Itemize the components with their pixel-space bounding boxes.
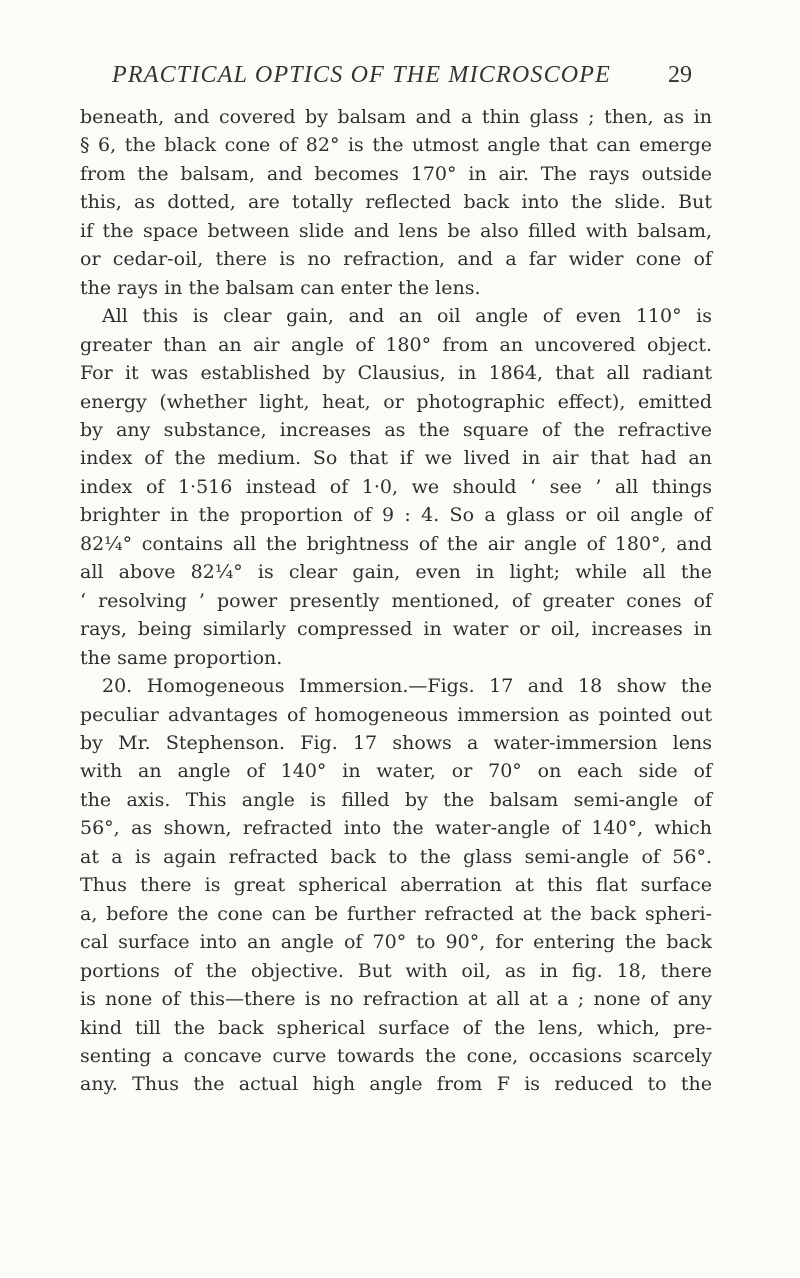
text-line: index of 1·516 instead of 1·0, we should ‘ see ’ all things [80,475,712,498]
text-line: is none of this—there is no refraction at all at a ; none of any [80,988,712,1011]
body-text [80,103,712,1099]
section-heading-line: 20. Homogeneous Immersion.—Figs. 17 and 18 show the [102,675,712,698]
text-line: a, before the cone can be further refracted at the back spheri- [80,902,712,925]
text-line: portions of the objective. But with oil, as in fig. 18, there [80,959,712,982]
text-line: by any substance, increases as the square of the refractive [80,418,712,441]
text-line: For it was established by Clausius, in 1864, that all radiant [80,362,712,385]
text-line: kind till the back spherical surface of the lens, which, pre- [80,1016,712,1039]
text-line: energy (whether light, heat, or photographic effect), emitted [80,390,712,413]
text-line: the axis. This angle is filled by the balsam semi-angle of [80,788,712,811]
text-line: 82¼° contains all the brightness of the air angle of 180°, and [80,532,712,555]
text-line: rays, being similarly compressed in water or oil, increases in [80,618,712,641]
text-line: index of the medium. So that if we lived in air that had an [80,447,712,470]
text-line: this, as dotted, are totally reflected back into the slide. But [80,191,712,214]
text-line: cal surface into an angle of 70° to 90°, for entering the back [80,931,712,954]
text-line: the rays in the balsam can enter the lens. [80,276,481,299]
text-line: any. Thus the actual high angle from F is reduced to the [80,1073,712,1096]
text-line: if the space between slide and lens be also filled with balsam, [80,219,712,242]
page-number: 29 [668,62,692,88]
text-line: at a is again refracted back to the glass semi-angle of 56°. [80,845,712,868]
text-line: greater than an air angle of 180° from an uncovered object. [80,333,712,356]
text-line: the same proportion. [80,646,283,669]
text-line: beneath, and covered by balsam and a thin glass ; then, as in [80,106,712,128]
text-line: Thus there is great spherical aberration at this flat surface [80,874,712,897]
text-line: with an angle of 140° in water, or 70° on each side of [80,760,712,783]
text-line: brighter in the proportion of 9 : 4. So a glass or oil angle of [80,504,712,527]
text-line: from the balsam, and becomes 170° in air. The rays outside [80,162,712,185]
text-line: § 6, the black cone of 82° is the utmost angle that can emerge [80,134,712,157]
text-line: by Mr. Stephenson. Fig. 17 shows a water-immersion lens [80,731,712,754]
text-line: or cedar-oil, there is no refraction, and a far wider cone of [80,248,712,271]
running-head [112,62,692,89]
text-line: senting a concave curve towards the cone, occasions scarcely [80,1044,712,1067]
text-line: ‘ resolving ’ power presently mentioned, of greater cones of [80,589,712,612]
text-line: all above 82¼° is clear gain, even in light; while all the [80,561,712,584]
text-line: peculiar advantages of homogeneous immersion as pointed out [80,703,712,726]
text-line: 56°, as shown, refracted into the water-angle of 140°, which [80,817,712,840]
paragraph-start: All this is clear gain, and an oil angle of even 110° is [102,305,712,328]
running-head-title: PRACTICAL OPTICS OF THE MICROSCOPE [112,62,612,88]
